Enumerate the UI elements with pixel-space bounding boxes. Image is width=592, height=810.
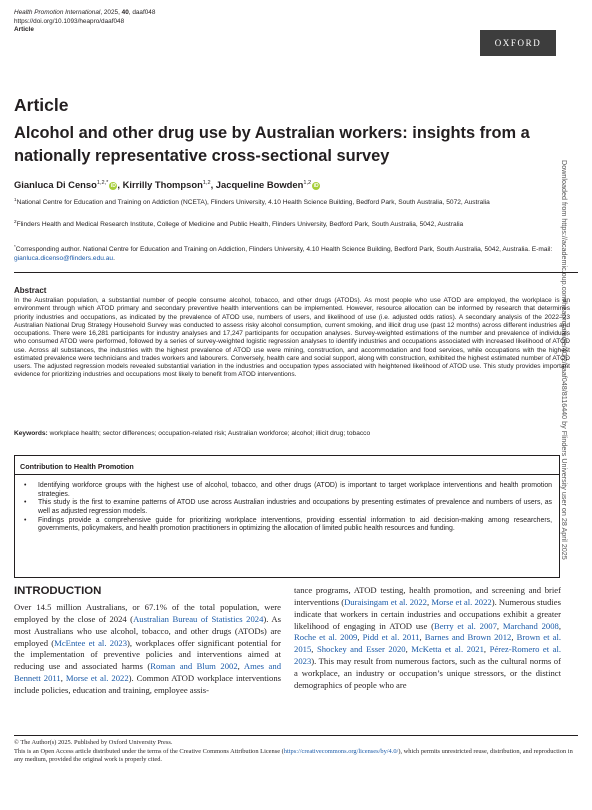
list-item [24, 499, 552, 516]
list-item-text: Findings provide a comprehensive guide for prioritizing workplace interventions, providing essential information to aid decision-making among researchers, governments, policymakers, and health promotion practitioners in optimizing the allocation of limited public health resources and funding. [38, 516, 552, 533]
body-text: , [483, 644, 490, 655]
abstract-text: In the Australian population, a substantial number of people consume alcohol, tobacco, and other drugs (ATODs). As most people who use ATOD are employed, the workplace is an environment through which ATOD primary and secondary preventive health interventions can be implemented. However, resource allocation can be informed by research that determines priority industries and occupations, as indicated by the prevalence of ATOD use, numbers of users, and likelihood of use (i.e. adjusted odds ratios). A secondary analysis of the 2022–23 Australian National Drug Strategy Household Survey was conducted to assess risky alcohol consumption, current smoking, and illicit drug use (past 12 months) across different industries and occupations. There were 16,281 participants for industry analyses and 17,247 participants for occupation analyses. Survey-weighted estimations of the number and prevalence of individuals who consumed ATOD were performed, followed by a series of survey-weighted logistic regression analyses to identify industries and occupations associated with increased likelihood of ATOD use. Across all substances, the industries with the highest prevalence of ATOD use were mining, construction, and accommodation and food services, while occupations with the highest estimated prevalence were technicians and trades workers and labourers. Conversely, health care and social support, along with construction, exhibited the highest estimated number of ATOD users. The adjusted regression models revealed substantial variation in the industries and occupation types associated with heightened likelihood of ATOD use. This study provides important evidence for prioritizing industries and occupations most likely to benefit from ATOD interventions. [14, 297, 570, 379]
citation-article-id: , daaf048 [128, 9, 156, 16]
body-text: , [237, 661, 244, 672]
keywords [14, 430, 570, 437]
citation-link[interactable]: Barnes and Brown 2012 [424, 632, 512, 643]
page-title: Alcohol and other drug use by Australian workers: insights from a nationally representative cross-sectional survey [14, 124, 530, 165]
citation-link[interactable]: Morse et al. 2022 [431, 596, 492, 607]
keywords-text: workplace health; sector differences; occupation-related risk; Australian workforce; alcohol; illicit drug; tobacco [49, 430, 371, 437]
body-text: , [419, 632, 425, 643]
citation-link[interactable]: Australian Bureau of Statistics 2024 [133, 613, 264, 624]
orcid-icon[interactable]: iD [110, 183, 116, 189]
contribution-heading: Contribution to Health Promotion [20, 462, 134, 471]
list-item [24, 517, 552, 534]
corresponding-marker: * [14, 244, 16, 249]
citation-volume: 40 [121, 9, 129, 16]
citation-link[interactable]: Ames and Bennett 2011 [14, 661, 282, 684]
citation-link[interactable]: Pidd et al. 2011 [362, 632, 420, 643]
body-text: , [427, 596, 432, 607]
affiliation-text: National Centre for Education and Training on Addiction (NCETA), Flinders University, 4.10 Health Science Building, Bedford Park, South Australia, 5072, Australia [16, 199, 490, 207]
bullet-icon: • [24, 499, 27, 507]
orcid-icon[interactable]: iD [313, 183, 319, 189]
affiliation-text: Flinders Health and Medical Research Institute, College of Medicine and Public Health, Flinders University, Bedford Park, South Australia, 5042, Australia [16, 220, 464, 228]
corresponding-author [14, 243, 566, 264]
contribution-list [24, 482, 552, 534]
body-text: , [357, 632, 363, 643]
bullet-icon: • [24, 516, 27, 524]
copyright: © The Author(s) 2025. Published by Oxford University Press. [14, 739, 173, 746]
download-note: Downloaded from https://academic.oup.com/heapro/article/40/2/daaf048/8116440 by Flinders University user on 28 April 2025 [560, 160, 569, 560]
body-text: , [311, 644, 317, 655]
body-text: , [496, 620, 503, 631]
author-list: Gianluca Di Censo$^{1,2,*}$iD , Kirrilly Thompson$^{1,2}$, Jacqueline Bowden$^{1,2}$iD [14, 179, 319, 190]
body-text: , [511, 632, 517, 643]
contribution-divider [15, 474, 559, 475]
bullet-icon: • [24, 482, 27, 489]
keywords-label: Keywords: [14, 430, 48, 437]
affiliation-2 [14, 218, 566, 230]
author-affiliation-marker: 1,2 [303, 179, 312, 186]
introduction-heading: INTRODUCTION [14, 585, 102, 597]
author-affiliation-marker: 1,2 [202, 179, 211, 186]
doi-link[interactable]: https://doi.org/10.1093/heapro/daaf048 [14, 17, 125, 25]
license-text-pre: This is an Open Access article distributed under the terms of the Creative Commons Attribution License ( [14, 747, 284, 755]
citation-link[interactable]: Morse et al. 2022 [65, 673, 129, 684]
list-item [24, 482, 552, 499]
introduction-column-1 [14, 602, 281, 697]
license-notice [14, 748, 574, 765]
citation-link[interactable]: Brown et al. 2015 [294, 632, 562, 655]
list-item-text: Identifying workforce groups with the highest use of alcohol, tobacco, and other drugs (ATOD) is important to target workplace interventions and health promotion strategies. [38, 482, 552, 498]
author-name[interactable]: Kirrilly Thompson [122, 179, 203, 190]
article-type: Article [14, 26, 34, 33]
abstract-heading: Abstract [14, 286, 47, 295]
body-text: Over 14.5 million Australians, or 67.1% of the total population, were employed by the close of 2024 ( [14, 602, 281, 624]
body-text: ). Common ATOD workplace interventions include policies, education and training, employee assis- [14, 673, 281, 695]
journal-name: Health Promotion International [14, 9, 101, 16]
list-item-text: This study is the first to examine patterns of ATOD use across Australian industries and occupations by presenting estimates of prevalence and numbers of users, as well as adjusted regression models. [38, 499, 552, 515]
corresponding-text: Corresponding author. National Centre for Education and Training on Addiction, Flinders University, 4.10 Health Science Building, Bedford Park, South Australia, 5042, Australia. E-mail: [15, 246, 553, 254]
author-name[interactable]: Jacqueline Bowden [215, 179, 304, 190]
email-link[interactable]: gianluca.dicenso@flinders.edu.au [14, 254, 114, 262]
author-affiliation-marker: 1,2,* [96, 179, 109, 186]
oxford-logo[interactable]: OXFORD [480, 30, 556, 56]
license-text-post: ), which permits unrestricted reuse, distribution, and reproduction in any medium, provided the original work is properly cited. [14, 747, 573, 763]
corresponding-end: . [113, 254, 115, 262]
citation-link[interactable]: Roche et al. 2009 [294, 632, 358, 643]
article-label: Article [14, 95, 69, 115]
affiliation-marker: 2 [14, 218, 17, 224]
body-text: , [558, 620, 562, 631]
citation-link[interactable]: Berry et al. 2007 [434, 620, 497, 631]
citation-link[interactable]: McKetta et al. 2021 [411, 644, 484, 655]
body-text: , [60, 673, 66, 684]
citation-link[interactable]: McEntee et al. 2023 [54, 637, 128, 648]
divider [14, 272, 578, 273]
affiliation-marker: 1 [14, 197, 17, 202]
footer-divider [14, 735, 578, 736]
citation-link[interactable]: Duraisingam et al. 2022 [344, 596, 427, 607]
body-text: tance programs, ATOD testing, health promotion, and screening and brief interventions ( [294, 585, 561, 607]
citation-link[interactable]: Shockey and Esser 2020 [316, 644, 406, 655]
citation-year: , 2025, [100, 9, 122, 16]
body-text: , [405, 644, 412, 655]
journal-citation [14, 9, 155, 18]
citation-link[interactable]: Pérez-Romero et al. 2023 [294, 644, 562, 667]
body-text: ). This may result from numerous factors, such as the cultural norms of a workplace, an industry or occupation’s unique stressors, or the distinct demographics of people who are [294, 656, 561, 690]
body-text: ). As most Australians who use alcohol, tobacco, and other drugs (ATODs) are employed ( [14, 613, 282, 648]
citation-link[interactable]: Marchand 2008 [502, 620, 559, 631]
affiliation-1 [14, 196, 566, 208]
body-text: ), workplaces offer significant potential for the implementation of preventive policies and interventions aimed at reducing use and associated harms ( [14, 637, 281, 672]
license-link[interactable]: https://creativecommons.org/licenses/by/4.0/ [283, 747, 399, 755]
body-text: ). Numerous studies indicate that workers in certain industries and occupations exhibit a greater likelihood of engaging in ATOD use ( [294, 596, 561, 631]
author-name[interactable]: Gianluca Di Censo [14, 179, 97, 190]
citation-link[interactable]: Roman and Blum 2002 [150, 661, 238, 672]
introduction-column-2 [294, 585, 561, 692]
